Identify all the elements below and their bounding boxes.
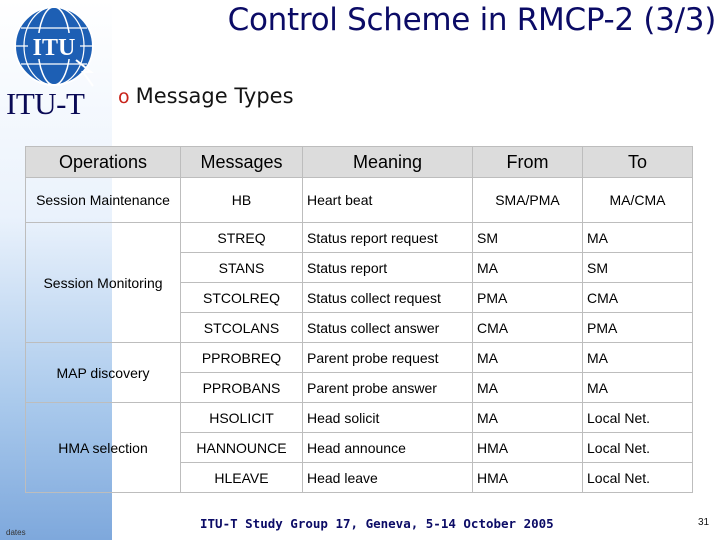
message-cell: STREQ: [181, 223, 303, 253]
operation-session-maintenance: Session Maintenance: [26, 178, 181, 223]
to-cell: Local Net.: [583, 433, 693, 463]
header-to: To: [583, 147, 693, 178]
from-cell: HMA: [473, 463, 583, 493]
message-cell: HANNOUNCE: [181, 433, 303, 463]
meaning-cell: Head announce: [303, 433, 473, 463]
from-cell: MA: [473, 253, 583, 283]
meaning-cell: Head leave: [303, 463, 473, 493]
meaning-cell: Parent probe request: [303, 343, 473, 373]
table-header-row: [26, 147, 693, 178]
message-cell: STCOLANS: [181, 313, 303, 343]
from-cell: SMA/PMA: [473, 178, 583, 223]
to-cell: PMA: [583, 313, 693, 343]
bullet-circle-icon: o: [118, 86, 130, 108]
bullet-text: Message Types: [135, 84, 294, 108]
meaning-cell: Parent probe answer: [303, 373, 473, 403]
meaning-cell: Heart beat: [303, 178, 473, 223]
meaning-cell: Status collect answer: [303, 313, 473, 343]
operation-hma-selection: HMA selection: [26, 403, 181, 493]
table-row: [26, 178, 693, 223]
message-cell: STCOLREQ: [181, 283, 303, 313]
to-cell: CMA: [583, 283, 693, 313]
meaning-cell: Head solicit: [303, 403, 473, 433]
header-meaning: Meaning: [303, 147, 473, 178]
from-cell: MA: [473, 343, 583, 373]
bullet-item: [118, 84, 294, 108]
to-cell: MA: [583, 223, 693, 253]
from-cell: CMA: [473, 313, 583, 343]
message-cell: PPROBREQ: [181, 343, 303, 373]
table-row: [26, 403, 693, 433]
operation-map-discovery: MAP discovery: [26, 343, 181, 403]
page-number: 31: [698, 517, 710, 528]
brand-label: ITU-T: [6, 86, 85, 121]
meaning-cell: Status report: [303, 253, 473, 283]
from-cell: HMA: [473, 433, 583, 463]
from-cell: MA: [473, 373, 583, 403]
message-types-table: [25, 146, 693, 493]
to-cell: MA: [583, 373, 693, 403]
message-cell: PPROBANS: [181, 373, 303, 403]
operation-session-monitoring: Session Monitoring: [26, 223, 181, 343]
itu-logo-icon: [12, 4, 96, 88]
message-cell: HB: [181, 178, 303, 223]
to-cell: SM: [583, 253, 693, 283]
header-from: From: [473, 147, 583, 178]
dates-label: dates: [6, 528, 26, 537]
to-cell: Local Net.: [583, 403, 693, 433]
slide-title: Control Scheme in RMCP-2 (3/3): [227, 2, 716, 38]
meaning-cell: Status report request: [303, 223, 473, 253]
from-cell: PMA: [473, 283, 583, 313]
from-cell: MA: [473, 403, 583, 433]
message-cell: HSOLICIT: [181, 403, 303, 433]
meaning-cell: Status collect request: [303, 283, 473, 313]
message-cell: HLEAVE: [181, 463, 303, 493]
header-operations: Operations: [26, 147, 181, 178]
footer-event: ITU-T Study Group 17, Geneva, 5-14 October 2005: [200, 516, 554, 531]
message-cell: STANS: [181, 253, 303, 283]
header-messages: Messages: [181, 147, 303, 178]
to-cell: MA: [583, 343, 693, 373]
table-row: [26, 343, 693, 373]
to-cell: MA/CMA: [583, 178, 693, 223]
logo-text: ITU: [32, 35, 76, 61]
table-row: [26, 223, 693, 253]
from-cell: SM: [473, 223, 583, 253]
to-cell: Local Net.: [583, 463, 693, 493]
